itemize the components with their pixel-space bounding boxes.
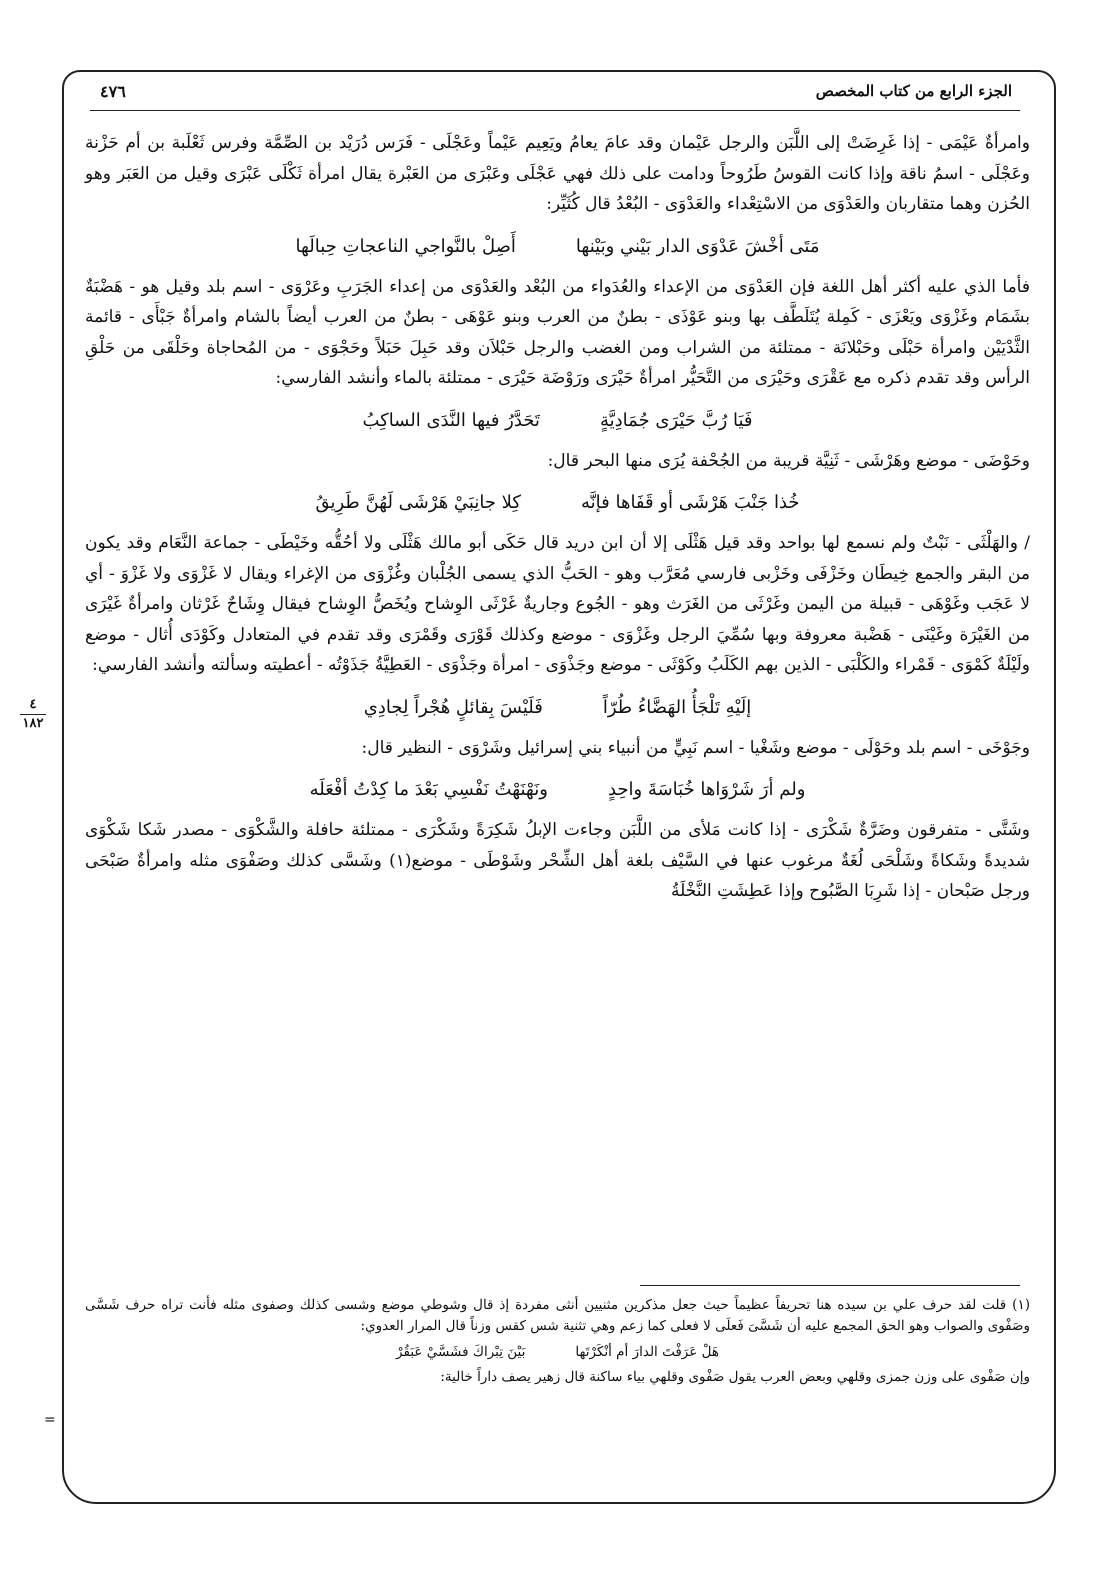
footnote-separator xyxy=(640,1285,1020,1286)
footnote-verse-first: هَلْ عَرَفْتَ الدارَ أم أنْكَرْتَها xyxy=(575,1344,719,1360)
margin-tick-mark: = xyxy=(44,1412,56,1428)
verse-second-hemistich: ونَهْنَهْتُ نَفْسِي بَعْدَ ما كِدْتُ أفْعَلَه xyxy=(309,779,548,800)
footnote-verse xyxy=(85,1341,1030,1363)
verse-first-hemistich: خُذا جَنْبَ هَرْشَى أو قَفَاها فإنَّه xyxy=(581,492,800,513)
page-number: ٤٧٦ xyxy=(100,82,126,101)
running-header xyxy=(90,80,1020,111)
verse-line xyxy=(85,488,1030,518)
footnote-text xyxy=(85,1295,1030,1337)
margin-ref-bottom: ١٨٢ xyxy=(22,716,44,731)
verse-second-hemistich: أَصِلْ بالنَّواجي الناعجاتِ حِبالَها xyxy=(295,235,516,257)
footnote-body: قلت لقد حرف علي بن سيده هنا تحريفاً عظيماً حيث جعل مذكرين مثنيين أنثى مفردة إذ قال وشوطي موضع وشسى كذلك وصفوى مثله فأنت تراه حرف شَسَّى وصَفْوى والصواب وهو الحق المجمع عليه أن شَسَّىَ فَعلَى لا فعلى كما زعم وهي تثنية شس كقس وزناً قال المرار العدوي: xyxy=(85,1297,1030,1334)
margin-ref-divider xyxy=(20,714,46,715)
margin-ref-top: ٤ xyxy=(29,697,37,712)
paragraph: وجَوْخَى - اسم بلد وحَوْلَى - موضع وشَغْيا - اسم نَبِيٍّ من أنبياء بني إسرائيل وشَرْوَى - النظير قال: xyxy=(361,737,1030,758)
paragraph: / والهَلْثَى - نَبْتٌ ولم نسمع لها بواحد وقد قيل هَثْلَى إلا أن ابن دريد قال حَكَى أبو مالك هَثْلَى ولا أحُقُّه وخَيْطَى - جماعة النَّعَام وقد يكون من البقر والجمع خِيطَان وخَزْفَى وخَزْبى فارسي مُعَرَّب وهو - الحَبُّ الذي يسمى الجُلْبان وغُزْوَى من الإغراء ويقال لا غَزْوَى ولا غَزْوَ - أي لا عَجَب وغَوْهَى - قبيلة من اليمن وغَرْثَى من الغَرَث وهو - الجُوع وجاريةٌ غَرْثَى الوِشاح ويُخَصُّ الوِشاح فيقال وِشَاحٌ غَرْثان وامرأةٌ غَيْرَى من الغَيْرَة وغَيْنَى - هَضْبة معروفة وبها سُمِّيَ الرجل وغَزْوَى - موضع وكذلك قَوْرَى وقَمْرَى وقد تقدم في المتعادل وكَوْدَى أُثال - موضع ولَيْلَةٌ كَمْوَى - قَمْراء والكَلْبَى - الذين بهم الكَلَبُ وكَوْثَى - موضع وجَذْوَى - امرأة وجَذْوَى - العَطِيَّةُ جَذَوْتُه - أعطيته وسألته وأنشد الفارسي: xyxy=(85,533,1030,675)
verse-first-hemistich: فَيَا رُبَّ حَيْرَى جُمَادِيَّةٍ xyxy=(599,409,753,431)
main-text xyxy=(85,128,1030,907)
verse-line xyxy=(85,693,1030,723)
footnotes xyxy=(85,1295,1030,1388)
footnote-marker: (١) xyxy=(1012,1297,1030,1313)
verse-line xyxy=(85,406,1030,436)
verse-second-hemistich: كِلا جانِبَيْ هَرْشَى لَهُنَّ طَرِيقُ xyxy=(315,492,521,513)
footnote-verse-second: بَيْنَ تِبْراكَ فشَسَّيْ عَبَقُرْ xyxy=(396,1344,526,1360)
paragraph: فأما الذي عليه أكثر أهل اللغة فإن العَدْوَى من الإعداء والعُدَواء من البُعْد والعَدْوَى من إعداء الجَرَبِ وعَرْوَى - اسم بلد وقيل هو - هَضْبَةٌ بشَمَام وغَزْوَى ويَعْزَى - كَمِلة يُتَلَطَّف بها وبنو عَوْذَى - بطنٌ من العرب وبنو عَوْهَى - بطنٌ من العرب أيضاً بالشام وامرأةٌ جَبْأَى - قائمة الثَّدْيَيْن وامرأة حَبْلَى وحَبْلانَة - ممتلئة من الشراب ومن الغضب والرجل حَبْلاَن وقد حَبِلَ حَبَلاً وحَجْوَى - من المُحاجاة وحَلْقَى من حَلْقِ الرأس وقد تقدم ذكره مع عَقْرَى وحَيْرَى من التَّحَيُّر امرأةٌ حَيْرَى ورَوْضَة حَيْرَى - ممتلئة بالماء وأنشد الفارسي: xyxy=(85,276,1030,388)
verse-second-hemistich: تَحَدَّرُ فيها النَّدَى الساكِبُ xyxy=(362,409,540,431)
paragraph: وامرأةٌ عَيْمَى - إذا غَرِضَتْ إلى اللَّبَن والرجل عَيْمان وقد عامَ يعامُ ويَعِيم عَيْماً وعَجْلَى - فَرَس دُرَيْد بن الصِّمَّة وفرس ثَعْلَبة بن أم حَزْنة وعَجْلَى - اسمُ ناقة وإذا كانت القوسُ طَرُوحاً ودامت على ذلك فهي عَجْلَى وعَبْرَى من العَبْرة يقال امرأة ثَكْلَى عَبْرَى وقيل من العَبَر وهو الحُزن وهما متقاربان والعَدْوَى من الاسْتِعْداء والعَدْوَى - البُعْدُ قال كُثَيِّر: xyxy=(85,133,1030,214)
paragraph: وحَوْضَى - موضع وهَرْشَى - ثَنِيَّة قريبة من الجُحْفة يُرَى منها البحر قال: xyxy=(547,450,1030,471)
paragraph: وشَتَّى - متفرقون وضَرَّةٌ شَكْرَى - إذا كانت مَلأى من اللَّبَن وجاءت الإبلُ شَكِرَةً وشَكْرَى - ممتلئة حافلة والشَّكْوَى - مصدر شَكا شَكْوَى شديدةً وشَكاةً وشَلْحَى لُغَةٌ مرغوب عنها في السَّيْف بلغة أهل الشِّحْر وشَوْطَى - موضع(١) وشَسَّى كذلك وصَفْوَى مثله وامرأةٌ صَبْحَى ورجل صَبْحان - إذا شَرِبَا الصَّبُوح وإذا عَطِشَتِ النَّخْلَةُ xyxy=(85,820,1031,901)
book-title: الجزء الرابع من كتاب المخصص xyxy=(815,82,1012,100)
verse-first-hemistich: مَتَى أخْشَ عَدْوَى الدار بَيْني وبَيْنها xyxy=(575,235,820,257)
verse-line xyxy=(85,775,1030,805)
verse-first-hemistich: ولم أرَ شَرْوَاها خُبَاسَةَ واحِدٍ xyxy=(607,779,806,800)
footnote-continuation: وإن صَفْوى على وزن جمزى وقلهي وبعض العرب يقول صَفْوى وقلهي بياء ساكنة قال زهير يصف داراً خالية: xyxy=(440,1369,1030,1385)
margin-reference xyxy=(20,698,46,731)
verse-second-hemistich: فَلَيْسَ بِقائلٍ هُجْراً لِجادِي xyxy=(363,696,543,718)
verse-line xyxy=(85,232,1030,262)
verse-first-hemistich: إلَيْهِ تَلْجَأُ الهَضَّاءُ طُرّاً xyxy=(602,696,752,718)
